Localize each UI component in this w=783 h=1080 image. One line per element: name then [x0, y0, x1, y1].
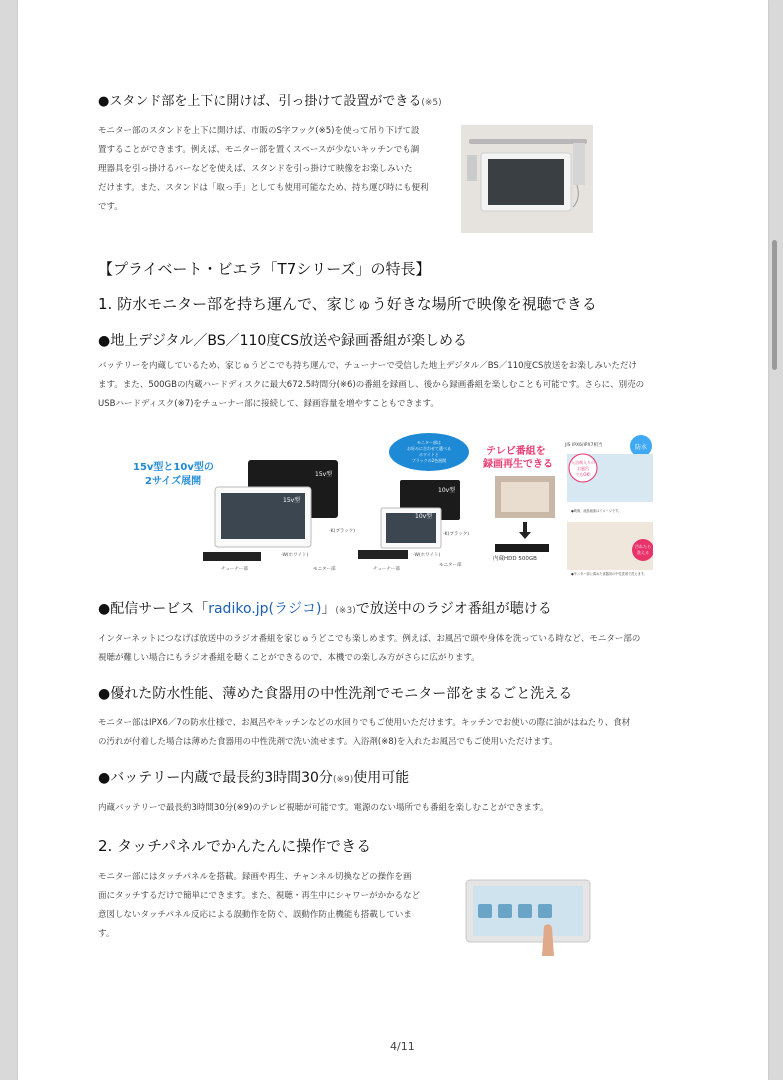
svg-text:-K(ブラック): -K(ブラック)	[329, 529, 355, 534]
svg-text:10v型: 10v型	[415, 513, 433, 520]
svg-text:●映像、液晶画面はイメージです。: ●映像、液晶画面はイメージです。	[571, 509, 622, 513]
paragraph-line: モニター部はIPX6／7の防水仕様で、お風呂やキッチンなどの水回りでもご使用いただけます。キッチンでお使いの際に油がはねたり、食材	[98, 718, 631, 728]
svg-text:-W(ホワイト): -W(ホワイト)	[413, 553, 441, 558]
svg-text:内蔵HDD 500GB: 内蔵HDD 500GB	[493, 556, 537, 562]
svg-text:JIS IPX6/IPX7相当: JIS IPX6/IPX7相当	[565, 443, 603, 448]
svg-text:モニター部: モニター部	[313, 567, 336, 572]
svg-text:お風呂: お風呂	[577, 466, 589, 471]
document-page	[18, 0, 768, 1080]
touch-panel-photo	[464, 876, 594, 956]
svg-text:洗える: 洗える	[637, 550, 649, 555]
svg-text:入浴剤入りの: 入浴剤入りの	[571, 460, 595, 465]
radiko-link[interactable]: radiko.jp(ラジコ)	[208, 601, 322, 617]
paragraph-line: モニター部にはタッチパネルを搭載。録画や再生、チャンネル切換などの操作を画	[98, 872, 412, 882]
paragraph-line: ます。また、500GBの内蔵ハードディスクに最大672.5時間分(※6)の番組を録画し、後から録画番組を楽しむことも可能です。さらに、別売の	[98, 380, 645, 390]
svg-text:録画再生できる: 録画再生できる	[483, 459, 553, 470]
feature1-sub2-paragraph	[98, 630, 708, 668]
paragraph-line: モニター部のスタンドを上下に開けば、市販のS字フック(※5)を使って吊り下げて設	[98, 126, 420, 136]
feature1-sub4-paragraph	[98, 799, 708, 818]
paragraph-line: だけます。また、スタンドは「取っ手」としても使用可能なため、持ち運び時にも便利	[98, 183, 429, 193]
svg-text:お好みに合わせて選べる: お好みに合わせて選べる	[407, 446, 451, 451]
arrow-icon	[519, 522, 531, 539]
paragraph-line: 内蔵バッテリーで最長約3時間30分(※9)のテレビ視聴が可能です。電源のない場所でも番組を楽しむことができます。	[98, 803, 549, 813]
page-number: 4/11	[390, 1040, 415, 1053]
svg-text:●モニター部に薄めた食器用の中性洗剤で洗えます。: ●モニター部に薄めた食器用の中性洗剤で洗えます。	[571, 572, 647, 576]
svg-text:汚れたら: 汚れたら	[635, 544, 651, 549]
series-title: 【プライベート・ビエラ「T7シリーズ」の特長】	[98, 260, 431, 278]
figure-title-1: 15v型と10v型の	[133, 462, 214, 473]
svg-text:チューナー部: チューナー部	[373, 567, 400, 572]
feature1-sub4-heading: ●バッテリー内蔵で最長約3時間30分(※9)使用可能	[98, 770, 410, 786]
svg-text:ホワイトと: ホワイトと	[419, 452, 439, 457]
svg-text:防水: 防水	[634, 444, 648, 451]
paragraph-line: 置することができます。例えば、モニター部を置くスペースが少ないキッチンでも調	[98, 145, 420, 155]
svg-text:-W(ホワイト): -W(ホワイト)	[281, 553, 309, 558]
svg-text:15v型: 15v型	[283, 497, 301, 504]
feature2-paragraph	[98, 868, 458, 944]
paragraph-line: です。	[98, 202, 123, 212]
feature1-title: 1. 防水モニター部を持ち運んで、家じゅう好きな場所で映像を視聴できる	[98, 295, 597, 313]
svg-text:モニター部: モニター部	[439, 563, 462, 568]
hanging-paragraph	[98, 122, 478, 217]
svg-text:チューナー部: チューナー部	[221, 567, 248, 572]
tuner-box-middle	[358, 550, 408, 559]
feature1-sub1-heading: ●地上デジタル／BS／110度CS放送や録画番組が楽しめる	[98, 333, 468, 349]
svg-text:-K(ブラック): -K(ブラック)	[443, 532, 469, 537]
paragraph-line: インターネットにつなげば放送中のラジオ番組を家じゅうどこでも楽しめます。例えば、お風呂で頭や身体を洗っている時など、モニター部の	[98, 634, 641, 644]
scrollbar[interactable]	[772, 240, 777, 370]
product-figure	[123, 432, 653, 582]
svg-text:テレビ番組を: テレビ番組を	[486, 446, 546, 457]
paragraph-line: の汚れが付着した場合は薄めた食器用の中性洗剤で洗い流せます。入浴剤(※8)を入れたお風呂でもご使用いただけます。	[98, 737, 558, 747]
heading-text: ●スタンド部を上下に開けば、引っ掛けて設置ができる	[98, 94, 422, 109]
hdd-box	[495, 544, 549, 552]
paragraph-line: 理器具を引っ掛けるバーなどを使えば、スタンドを引っ掛けて映像をお楽しみいた	[98, 164, 413, 174]
hanging-tv-photo	[461, 125, 593, 233]
svg-text:10v型: 10v型	[438, 487, 456, 494]
heading-note: (※5)	[421, 98, 442, 108]
paragraph-line: す。	[98, 929, 115, 939]
feature1-sub3-paragraph	[98, 714, 708, 752]
tuner-box-left	[203, 552, 261, 561]
section-heading-hanging	[98, 90, 442, 109]
feature2-title: 2. タッチパネルでかんたんに操作できる	[98, 837, 372, 855]
paragraph-line: バッテリーを内蔵しているため、家じゅうどこでも持ち運んで、チューナーで受信した地上デジタル／BS／110度CS放送をお楽しみいただけ	[98, 361, 637, 371]
feature1-sub2-heading: ●配信サービス「radiko.jp(ラジコ)」(※3)で放送中のラジオ番組が聴ける	[98, 601, 552, 617]
svg-text:モニター部は: モニター部は	[417, 440, 441, 445]
paragraph-line: 視聴が難しい場合にもラジオ番組を聴くことができるので、本機での楽しみ方がさらに広がります。	[98, 653, 480, 663]
paragraph-line: 意図しないタッチパネル反応による誤動作を防ぐ、誤動作防止機能も搭載していま	[98, 910, 412, 920]
svg-text:15v型: 15v型	[315, 471, 333, 478]
feature1-sub1-paragraph	[98, 357, 708, 414]
svg-text:ブラックの2色展開: ブラックの2色展開	[411, 458, 447, 463]
paragraph-line: USBハードディスク(※7)をチューナー部に接続して、録画容量を増やすこともできます。	[98, 399, 439, 409]
figure-title-2: 2サイズ展開	[145, 476, 202, 487]
svg-text:でもOK!: でもOK!	[575, 472, 591, 477]
paragraph-line: 面にタッチするだけで簡単にできます。また、視聴・再生中にシャワーがかかるなど	[98, 891, 421, 901]
feature1-sub3-heading: ●優れた防水性能、薄めた食器用の中性洗剤でモニター部をまるごと洗える	[98, 686, 573, 702]
